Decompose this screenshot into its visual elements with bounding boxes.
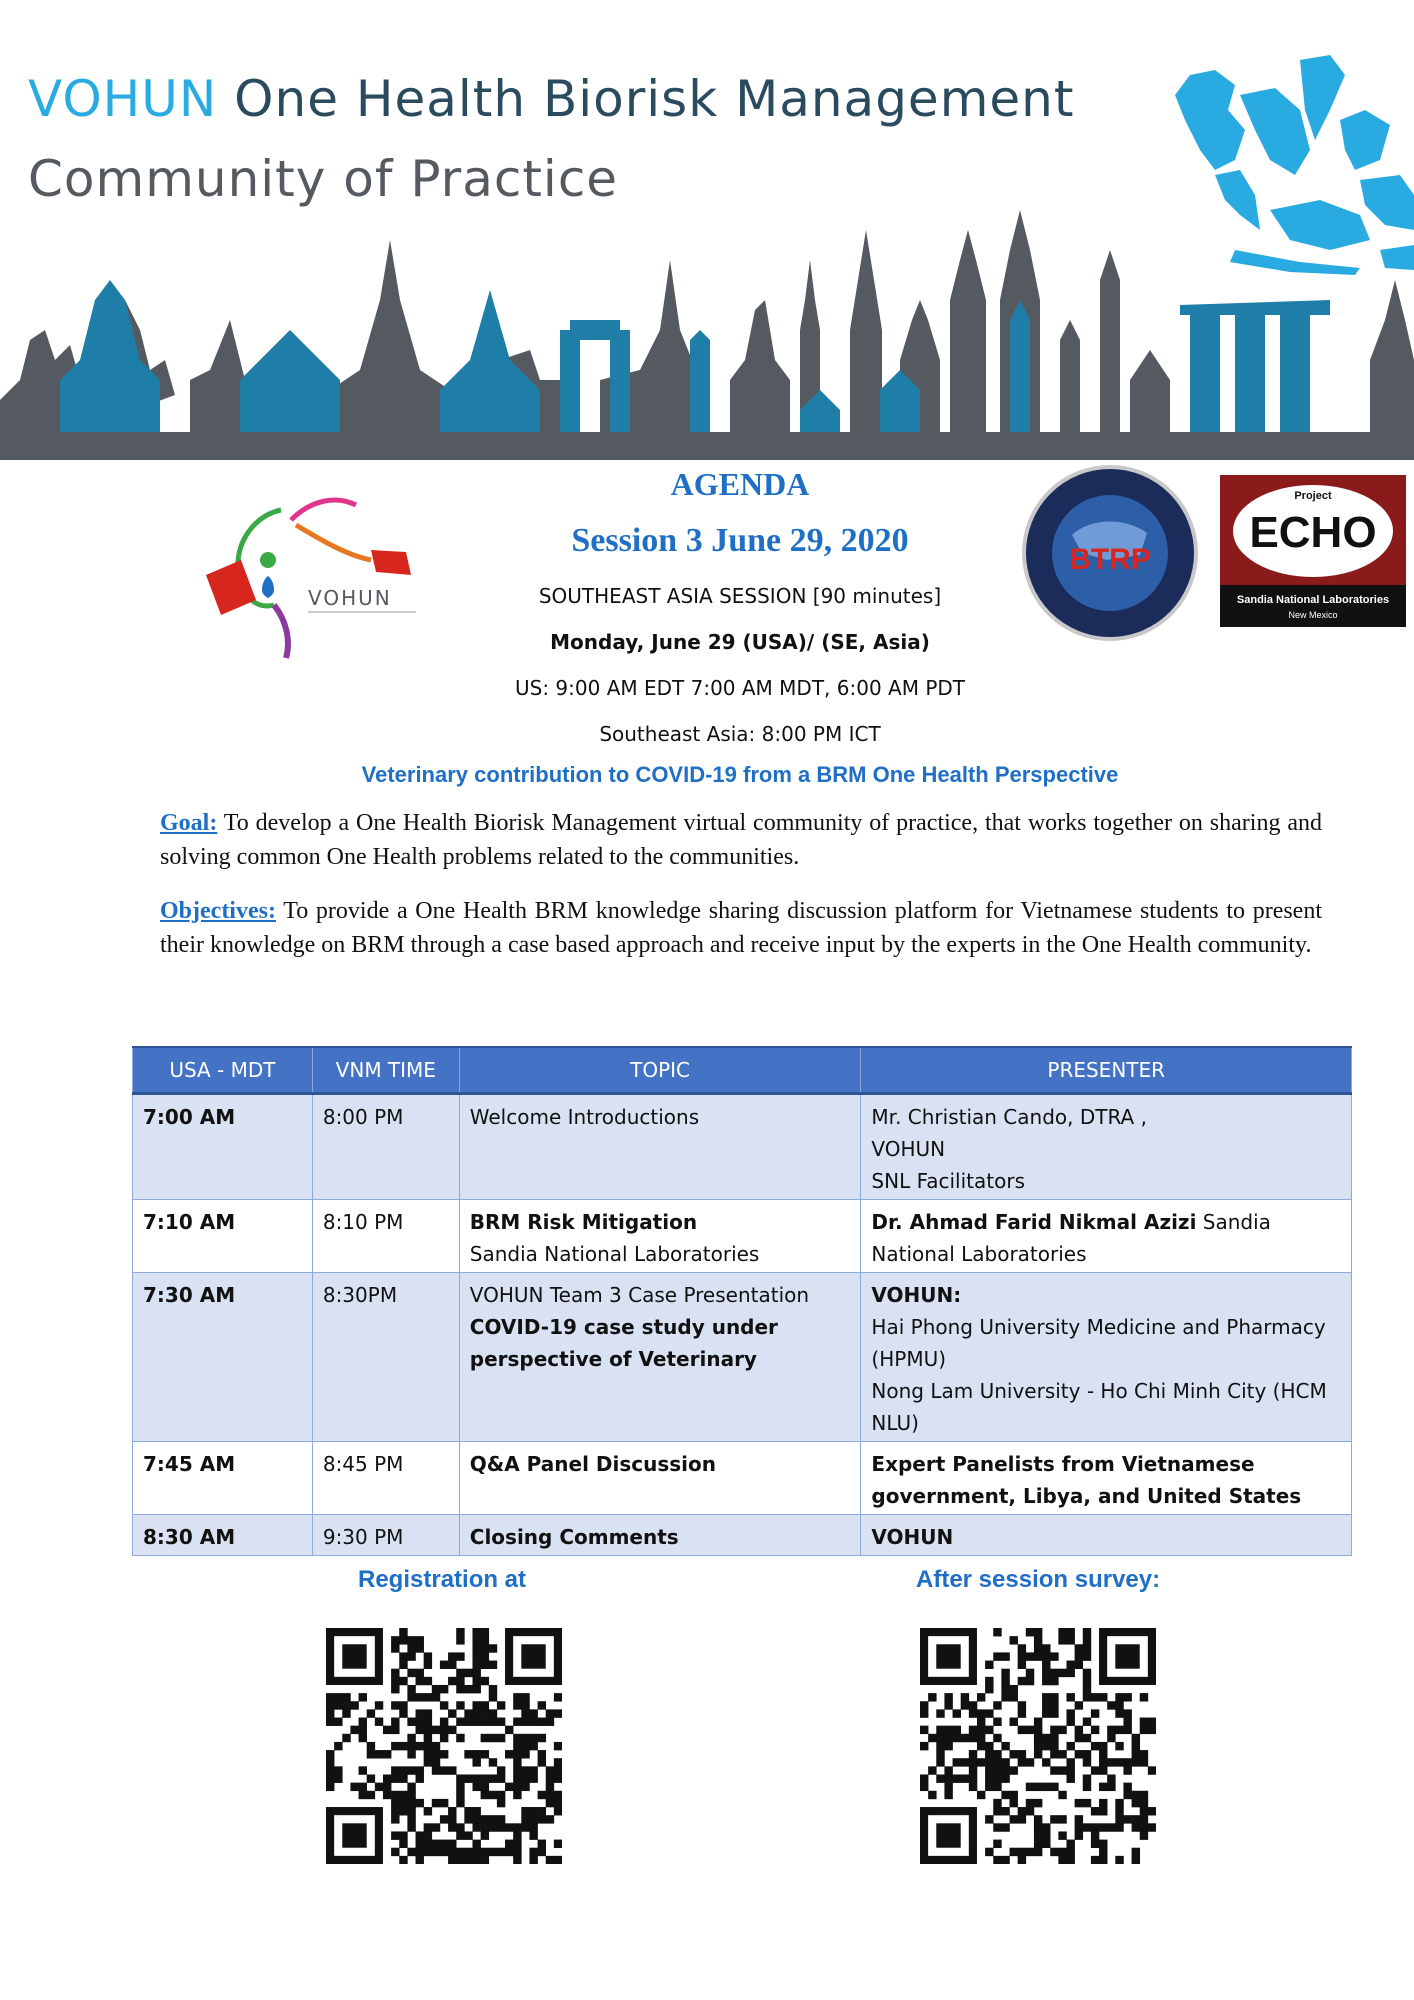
banner-title-brand: VOHUN — [28, 70, 218, 128]
banner-title — [28, 70, 1074, 128]
presenter-cell: VOHUN — [861, 1515, 1352, 1556]
vohun-logo-text: VOHUN — [308, 586, 392, 610]
presenter-cell — [861, 1200, 1352, 1273]
topic-cell: Q&A Panel Discussion — [459, 1442, 861, 1515]
qr-finder-pattern — [509, 1632, 558, 1681]
vnm-time-cell: 8:00 PM — [312, 1094, 459, 1200]
vnm-time-cell: 8:30PM — [312, 1273, 459, 1442]
agenda-table — [132, 1046, 1352, 1556]
presenter-cell — [861, 1094, 1352, 1200]
registration-qr-code[interactable] — [326, 1628, 562, 1864]
table-header-row — [133, 1047, 1352, 1094]
presenter-name: Dr. Ahmad Farid Nikmal Azizi — [871, 1210, 1197, 1234]
table-row — [133, 1273, 1352, 1442]
session-date: Monday, June 29 (USA)/ (SE, Asia) — [550, 630, 930, 654]
topic-title: BRM Risk Mitigation — [469, 1210, 698, 1234]
presenter-line: SNL Facilitators — [871, 1169, 1025, 1193]
table-row — [133, 1094, 1352, 1200]
skyline-illustration — [0, 0, 1414, 460]
echo-project-text: Project — [1294, 490, 1332, 502]
usa-time-cell: 7:00 AM — [133, 1094, 313, 1200]
col-header-vnm: VNM TIME — [312, 1047, 459, 1094]
registration-label: Registration at — [358, 1566, 527, 1593]
btrp-logo — [1022, 465, 1198, 641]
topic-cell — [459, 1273, 861, 1442]
us-time: US: 9:00 AM EDT 7:00 AM MDT, 6:00 AM PDT — [515, 676, 965, 700]
goal-paragraph — [160, 806, 1322, 874]
table-row — [133, 1515, 1352, 1556]
presenter-line: Nong Lam University - Ho Chi Minh City (HCM NLU) — [871, 1379, 1327, 1435]
topic-detail: VOHUN Team 3 Case Presentation — [469, 1283, 810, 1307]
qr-finder-pattern — [1103, 1632, 1152, 1681]
session-type: SOUTHEAST ASIA SESSION [90 minutes] — [538, 584, 942, 608]
col-header-presenter: PRESENTER — [861, 1047, 1352, 1094]
topic-cell: Closing Comments — [459, 1515, 861, 1556]
usa-time-cell: 7:30 AM — [133, 1273, 313, 1442]
col-header-usa: USA - MDT — [133, 1047, 313, 1094]
usa-time-cell: 8:30 AM — [133, 1515, 313, 1556]
banner-title-rest: One Health Biorisk Management — [217, 70, 1075, 128]
asia-time: Southeast Asia: 8:00 PM ICT — [599, 722, 881, 746]
presenter-line: Mr. Christian Cando, DTRA , — [871, 1105, 1147, 1129]
echo-logo — [1220, 475, 1406, 627]
objectives-paragraph — [160, 894, 1322, 962]
qr-finder-pattern — [924, 1632, 973, 1681]
usa-time-cell: 7:45 AM — [133, 1442, 313, 1515]
btrp-logo-text: BTRP — [1069, 543, 1151, 576]
topic-cell — [459, 1200, 861, 1273]
session-title: Session 3 June 29, 2020 — [571, 522, 909, 559]
presenter-line: VOHUN — [871, 1137, 946, 1161]
qr-finder-pattern — [330, 1811, 379, 1860]
qr-finder-pattern — [330, 1632, 379, 1681]
topic-detail: Sandia National Laboratories — [469, 1242, 760, 1266]
presenter-cell: Expert Panelists from Vietnamese government, Libya, and United States — [861, 1442, 1352, 1515]
goal-text: To develop a One Health Biorisk Management virtual community of practice, that works together on sharing and solving common One Health problems related to the communities. — [160, 810, 1322, 870]
qr-finder-pattern — [924, 1811, 973, 1860]
presenter-line: Hai Phong University Medicine and Pharmacy (HPMU) — [871, 1315, 1326, 1371]
header-banner — [0, 0, 1414, 460]
vnm-time-cell: 9:30 PM — [312, 1515, 459, 1556]
echo-org-text: Sandia National Laboratories — [1236, 594, 1390, 606]
presenter-org: Sandia National Laboratories — [871, 1210, 1271, 1266]
objectives-text: To provide a One Health BRM knowledge sharing discussion platform for Vietnamese students to present their knowledge on BRM through a case based approach and receive input by the experts in the One Health community. — [160, 898, 1322, 958]
survey-qr-code[interactable] — [920, 1628, 1156, 1864]
vnm-time-cell: 8:45 PM — [312, 1442, 459, 1515]
topic-cell: Welcome Introductions — [459, 1094, 861, 1200]
survey-label: After session survey: — [916, 1566, 1161, 1593]
presenter-name: VOHUN: — [871, 1283, 962, 1307]
table-row — [133, 1442, 1352, 1515]
table-row — [133, 1200, 1352, 1273]
echo-name-text: ECHO — [1249, 508, 1377, 557]
objectives-label: Objectives: — [160, 898, 276, 924]
banner-subtitle: Community of Practice — [28, 150, 619, 208]
echo-loc-text: New Mexico — [1288, 610, 1338, 620]
asia-map-icon — [1175, 55, 1414, 275]
col-header-topic: TOPIC — [459, 1047, 861, 1094]
agenda-heading: AGENDA — [670, 466, 810, 502]
vnm-time-cell: 8:10 PM — [312, 1200, 459, 1273]
topic-title: COVID-19 case study under perspective of Veterinary — [469, 1315, 778, 1371]
presenter-cell — [861, 1273, 1352, 1442]
session-theme: Veterinary contribution to COVID-19 from a BRM One Health Perspective — [361, 762, 1119, 787]
goal-label: Goal: — [160, 810, 218, 836]
usa-time-cell: 7:10 AM — [133, 1200, 313, 1273]
vohun-logo — [196, 480, 436, 660]
